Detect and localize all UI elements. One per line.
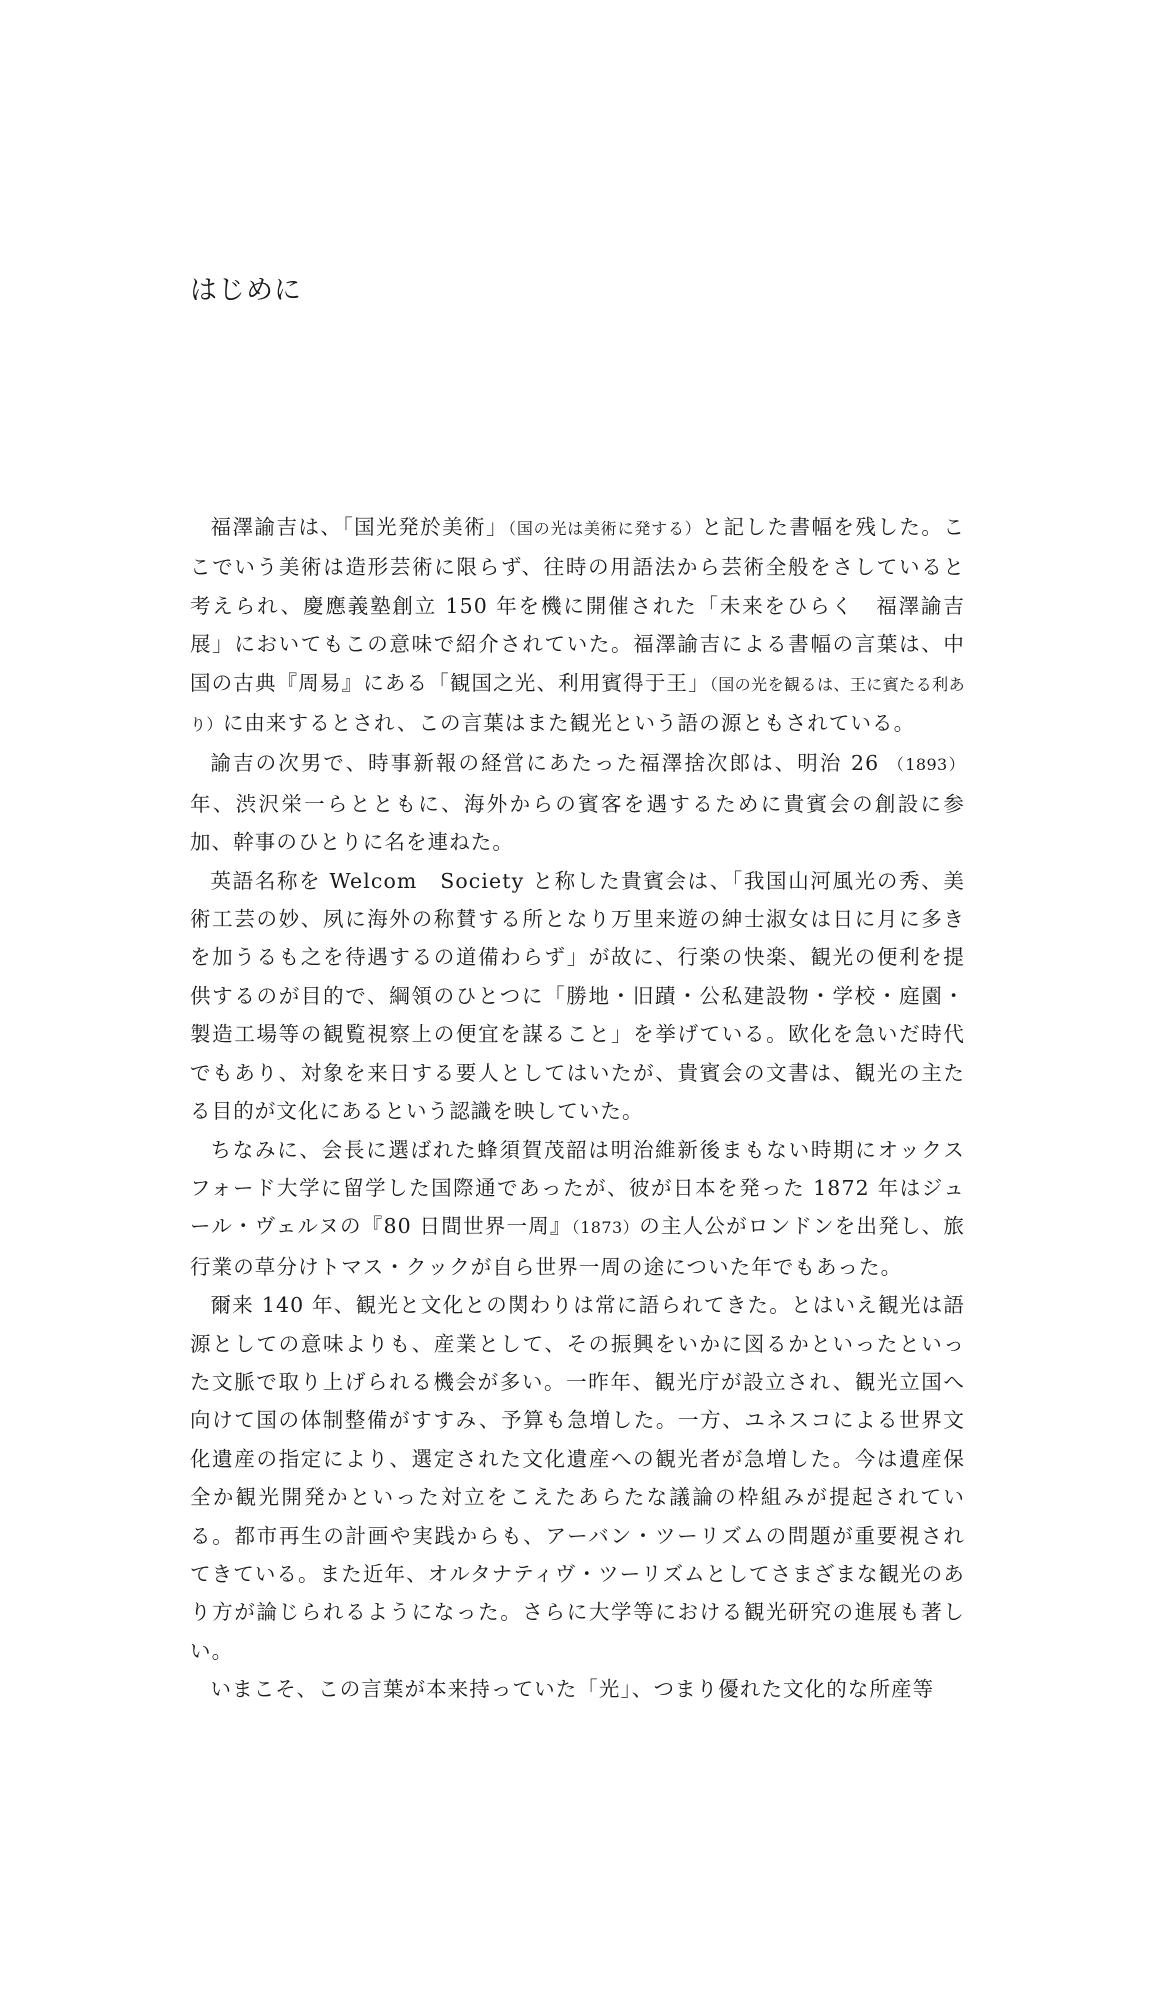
paragraph-1 [190, 508, 965, 744]
section-heading: はじめに [190, 275, 302, 306]
text-segment: 年、渋沢栄一らとともに、海外からの賓客を遇するために貴賓会の創設に参加、幹事のひとりに名を連ねた。 [190, 791, 965, 855]
text-segment: 爾来 140 年、観光と文化との関わりは常に語られてきた。とはいえ観光は語源としての意味よりも、産業として、その振興をいかに図るかといったといった文脈で取り上げられる機会が多い。一昨年、観光庁が設立され、観光立国へ向けて国の体制整備がすすみ、予算も急増した。一方、ユネスコによる世界文化遺産の指定により、選定された文化遺産への観光者が急増した。今は遺産保全か観光開発かといった対立をこえたあらたな議論の枠組みが提起されている。都市再生の計画や実践からも、アーバン・ツーリズムの問題が重要視されてきている。また近年、オルタナティヴ・ツーリズムとしてさまざまな観光のあり方が論じられるようになった。さらに大学等における観光研究の進展も著しい。 [190, 1293, 965, 1663]
parenthetical-note: （1893） [887, 755, 966, 775]
paragraph-3 [190, 862, 965, 1131]
text-segment: 諭吉の次男で、時事新報の経営にあたった福澤捨次郎は、明治 26 [210, 751, 888, 776]
text-segment: 英語名称を Welcom Society と称した貴賓会は、「我国山河風光の秀、美術工芸の妙、夙に海外の称賛する所となり万里来遊の紳士淑女は日に月に多きを加うるも之を待遇するの道備わらず」が故に、行楽の快楽、観光の便利を提供するのが目的で、綱領のひとつに「勝地・旧蹟・公私建設物・学校・庭園・製造工場等の観覧視察上の便宜を謀ること」を挙げている。欧化を急いだ時代でもあり、対象を来日する要人としてはいたが、貴賓会の文書は、観光の主たる目的が文化にあるという認識を映していた。 [190, 868, 965, 1124]
text-segment: に由来するとされ、この言葉はまた観光という語の源ともされている。 [222, 711, 916, 736]
body-text [190, 508, 965, 1709]
paragraph-2 [190, 744, 965, 861]
text-segment: ちなみに、会長に選ばれた蜂須賀茂韶は明治維新後まもない時期にオックスフォード大学に留学した国際通であったが、彼が日本を発った 1872 年はジュール・ヴェルヌの『80 日間世界一周』 [190, 1137, 965, 1239]
parenthetical-note: （1873） [571, 1218, 640, 1238]
text-segment: の主人公がロンドンを出発し、旅行業の草分けトマス・クックが自ら世界一周の途についた年でもあった。 [190, 1214, 966, 1279]
paragraph-6 [190, 1670, 965, 1708]
paragraph-5 [190, 1286, 965, 1670]
text-segment: いまこそ、この言葉が本来持っていた「光」、つまり優れた文化的な所産等 [210, 1677, 935, 1702]
text-segment: と記した書幅を残した。ここでいう美術は造形芸術に限らず、往時の用語法から芸術全般をさしていると考えられ、慶應義塾創立 150 年を機に開催された「未来をひらく 福澤諭吉展」においてもこの意味で紹介されていた。福澤諭吉による書幅の言葉は、中国の古典『周易』にある「観国之光、利用賓得于王」 [190, 515, 965, 695]
parenthetical-note: （国の光は美術に発する） [508, 519, 702, 538]
parenthetical-note: （国の光を観るは、王に賓たる利あり） [190, 674, 965, 735]
paragraph-4 [190, 1131, 965, 1287]
text-segment: 福澤諭吉は、「国光発於美術」 [210, 515, 509, 539]
